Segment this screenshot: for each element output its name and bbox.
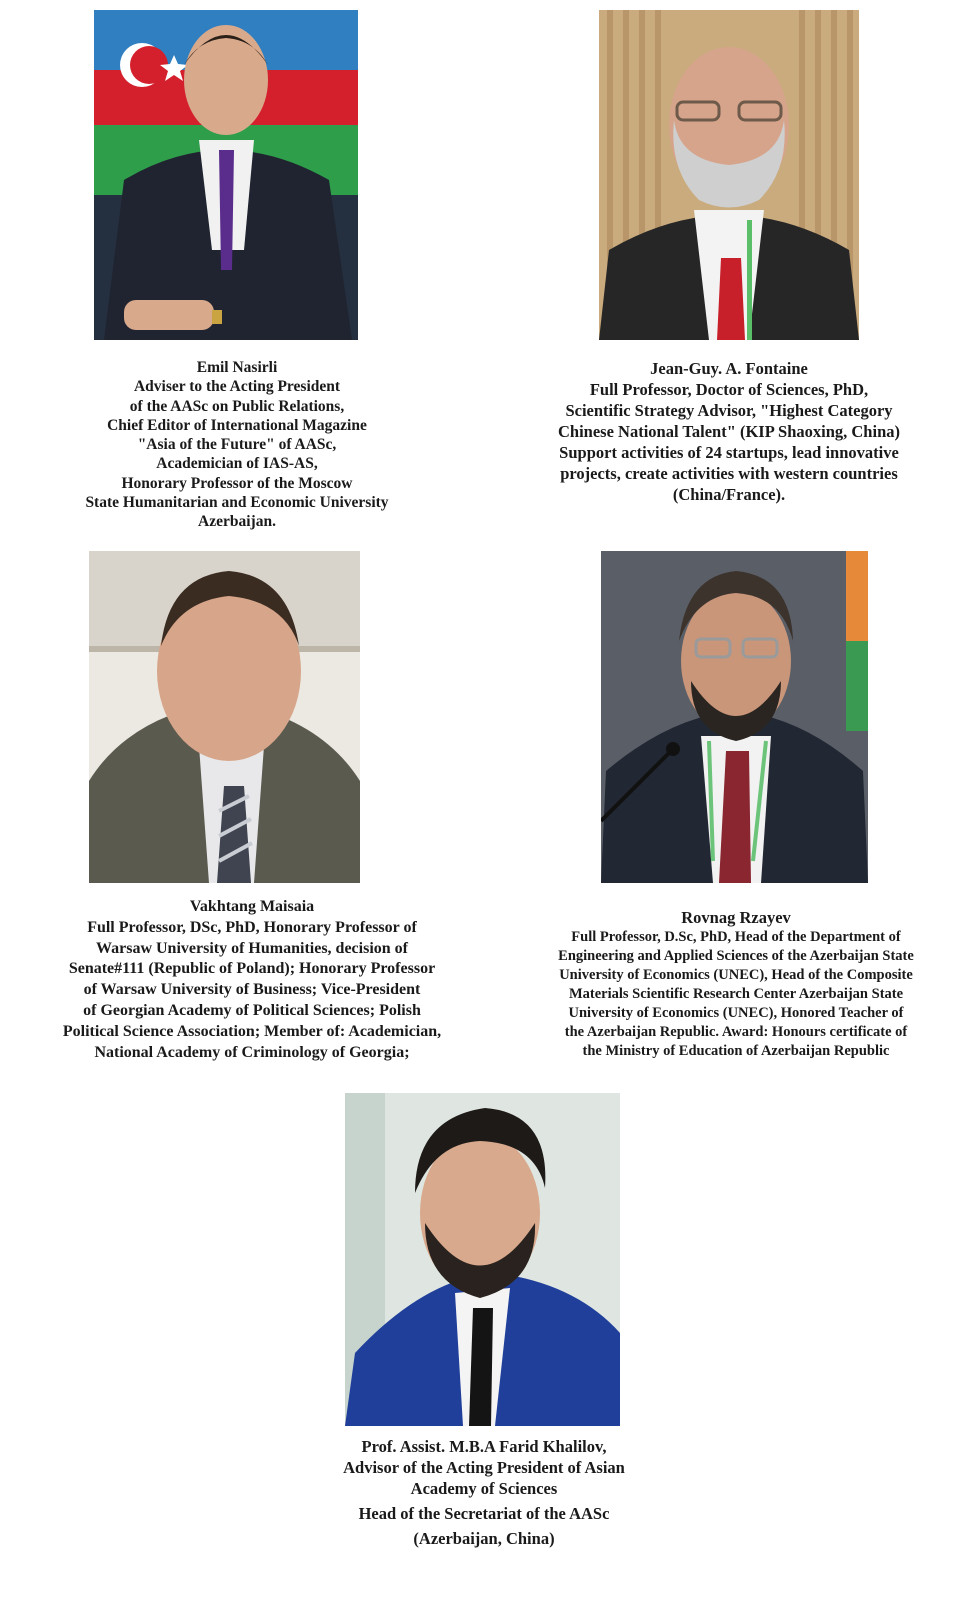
profile-caption <box>520 907 952 1061</box>
portrait-photo-vakhtang-maisaia <box>89 551 360 883</box>
portrait-photo-emil-nasirli <box>94 10 358 340</box>
caption-line: Full Professor, Doctor of Sciences, PhD, <box>589 380 869 399</box>
caption-line: Support activities of 24 startups, lead innovative <box>559 443 899 462</box>
caption-line: Academy of Sciences <box>410 1479 558 1498</box>
profile-caption <box>298 1436 670 1549</box>
person-name: Rovnag Rzayev <box>681 908 791 927</box>
caption-line: Full Professor, D.Sc, PhD, Head of the Department of <box>571 929 901 945</box>
profile-caption <box>40 358 434 532</box>
caption-line: of Georgian Academy of Political Sciences; Polish <box>83 1001 421 1019</box>
caption-line: State Humanitarian and Economic University <box>85 494 389 512</box>
caption-line: Scientific Strategy Advisor, "Highest Category <box>565 401 893 420</box>
caption-line: projects, create activities with western countries <box>560 464 898 483</box>
caption-line: "Asia of the Future" of AASc, <box>137 436 337 454</box>
profile-caption <box>528 358 930 505</box>
person-name: Vakhtang Maisaia <box>189 898 315 915</box>
portrait-photo-jean-guy-fontaine <box>599 10 859 340</box>
portrait-photo-rovnag-rzayev <box>601 551 868 883</box>
caption-line: University of Economics (UNEC), Head of the Composite <box>559 967 913 983</box>
caption-line: Senate#111 (Republic of Poland); Honorary Professor <box>68 960 436 978</box>
caption-line: Materials Scientific Research Center Azerbaijan State <box>568 986 904 1002</box>
profile-caption <box>22 897 482 1063</box>
caption-line: Honorary Professor of the Moscow <box>121 474 353 492</box>
caption-line: of the AASc on Public Relations, <box>129 397 345 415</box>
caption-line: Engineering and Applied Sciences of the Azerbaijan State <box>558 948 914 964</box>
caption-line: (Azerbaijan, China) <box>413 1529 555 1548</box>
caption-line: the Azerbaijan Republic. Award: Honours certificate of <box>564 1024 908 1040</box>
person-name: Jean-Guy. A. Fontaine <box>650 359 808 378</box>
caption-line: the Ministry of Education of Azerbaijan Republic <box>582 1043 890 1059</box>
caption-line: Head of the Secretariat of the AASc <box>358 1504 610 1523</box>
person-name: Prof. Assist. M.B.A Farid Khalilov, <box>361 1437 607 1456</box>
caption-line: Adviser to the Acting President <box>133 378 341 396</box>
person-name: Emil Nasirli <box>196 359 278 376</box>
caption-line: Academician of IAS-AS, <box>156 455 318 473</box>
caption-line: University of Economics (UNEC), Honored Teacher of <box>568 1005 904 1021</box>
caption-line: Warsaw University of Humanities, decision of <box>96 939 408 957</box>
caption-line: Full Professor, DSc, PhD, Honorary Professor of <box>87 918 417 936</box>
caption-line: (China/France). <box>672 485 786 504</box>
portrait-photo-farid-khalilov <box>345 1093 620 1426</box>
caption-line: Azerbaijan. <box>198 513 276 531</box>
caption-line: Advisor of the Acting President of Asian <box>343 1458 625 1477</box>
caption-line: of Warsaw University of Business; Vice-President <box>83 981 421 999</box>
caption-line: Political Science Association; Member of: Academician, <box>62 1022 442 1040</box>
caption-line: Chinese National Talent" (KIP Shaoxing, China) <box>558 422 900 441</box>
caption-line: National Academy of Criminology of Georgia; <box>94 1043 410 1061</box>
caption-line: Chief Editor of International Magazine <box>107 416 367 434</box>
